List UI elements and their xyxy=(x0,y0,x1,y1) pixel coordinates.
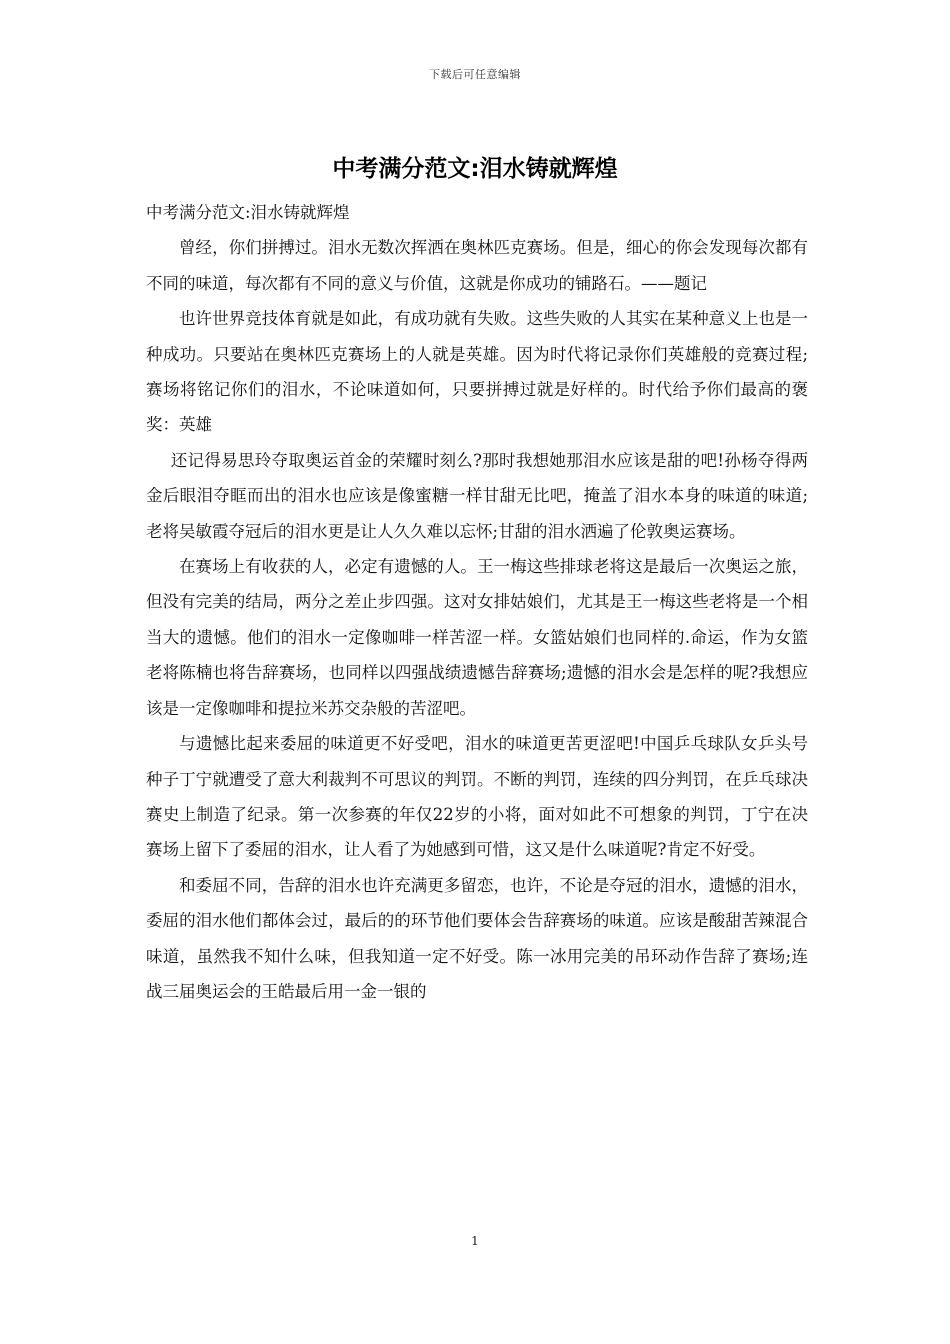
paragraph-5: 与遗憾比起来委屈的味道更不好受吧，泪水的味道更苦更涩吧!中国乒乓球队女乒头号种子丁宁就遭受了意大利裁判不可思议的判罚。不断的判罚，连续的四分判罚，在乒乓球决赛史上制造了纪录。第一次参赛的年仅22岁的小将，面对如此不可想象的判罚，丁宁在决赛场上留下了委屈的泪水，让人看了为她感到可惜，这又是什么味道呢?肯定不好受。 xyxy=(146,734,808,860)
paragraph-1: 曾经，你们拼搏过。泪水无数次挥洒在奥林匹克赛场。但是，细心的你会发现每次都有不同的味道，每次都有不同的意义与价值，这就是你成功的铺路石。——题记 xyxy=(146,238,808,293)
article-body xyxy=(146,195,808,1009)
header-note: 下载后可任意编辑 xyxy=(429,68,521,81)
paragraph-3: 还记得易思玲夺取奥运首金的荣耀时刻么?那时我想她那泪水应该是甜的吧!孙杨夺得两金后眼泪夺眶而出的泪水也应该是像蜜糖一样甘甜无比吧，掩盖了泪水本身的味道的味道;老将吴敏霞夺冠后的泪水更是让人久久难以忘怀;甘甜的泪水洒遍了伦敦奥运赛场。 xyxy=(146,450,808,541)
page-number: 1 xyxy=(471,1234,479,1248)
paragraph-6: 和委屈不同，告辞的泪水也许充满更多留恋，也许，不论是夺冠的泪水，遗憾的泪水，委屈的泪水他们都体会过，最后的的环节他们要体会告辞赛场的味道。应该是酸甜苦辣混合味道，虽然我不知什么味，但我知道一定不好受。陈一冰用完美的吊环动作告辞了赛场;连战三届奥运会的王皓最后用一金一银的 xyxy=(146,875,808,1001)
page-title: 中考满分范文:泪水铸就辉煌 xyxy=(332,156,618,182)
paragraph-2: 也许世界竞技体育就是如此，有成功就有失败。这些失败的人其实在某种意义上也是一种成功。只要站在奥林匹克赛场上的人就是英雄。因为时代将记录你们英雄般的竞赛过程;赛场将铭记你们的泪水，不论味道如何，只要拼搏过就是好样的。时代给予你们最高的褒奖：英雄 xyxy=(146,309,808,435)
subtitle-line: 中考满分范文:泪水铸就辉煌 xyxy=(146,203,350,222)
paragraph-4: 在赛场上有收获的人，必定有遗憾的人。王一梅这些排球老将这是最后一次奥运之旅，但没有完美的结局，两分之差止步四强。这对女排姑娘们，尤其是王一梅这些老将是一个相当大的遗憾。他们的泪水一定像咖啡一样苦涩一样。女篮姑娘们也同样的.命运，作为女篮老将陈楠也将告辞赛场，也同样以四强战绩遗憾告辞赛场;遗憾的泪水会是怎样的呢?我想应该是一定像咖啡和提拉米苏交杂般的苦涩吧。 xyxy=(146,557,808,718)
